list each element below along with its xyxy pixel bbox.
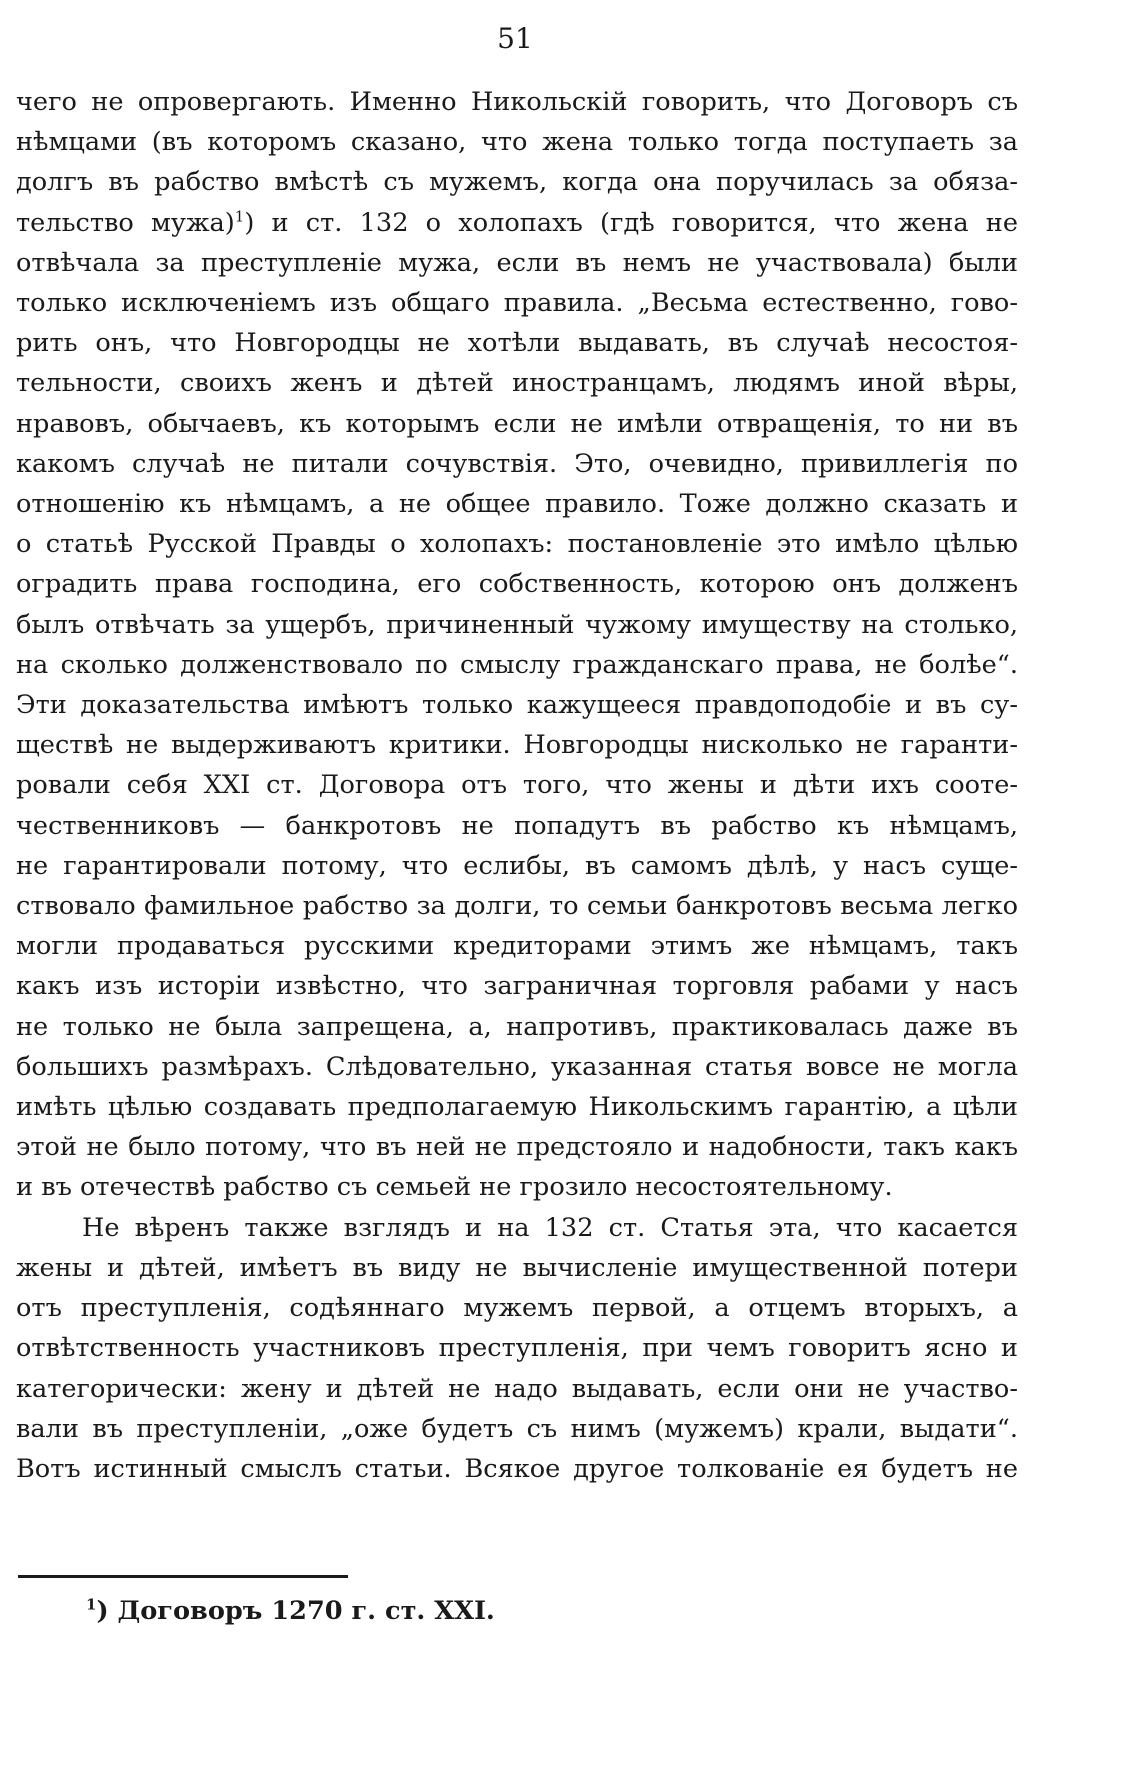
text-line: чественниковъ — банкротовъ не попадутъ въ рабство къ нѣмцамъ, <box>16 810 1018 841</box>
footnote-text: ) Договоръ 1270 г. ст. XXI. <box>96 1596 495 1626</box>
text-line: только исключеніемъ изъ общаго правила. „Весьма естественно, гово- <box>16 288 1018 319</box>
text-line: былъ отвѣчать за ущербъ, причиненный чужому имуществу на столько, <box>16 609 1018 640</box>
text-line: ровали себя XXI ст. Договора отъ того, что жены и дѣти ихъ сооте- <box>16 770 1018 801</box>
footnote-marker: 1 <box>86 1595 97 1614</box>
text-line-part: и ст. 132 о холопахъ (гдѣ говорится, что жена не <box>271 207 1019 238</box>
text-line: какъ изъ исторіи извѣстно, что заграничная торговля рабами у насъ <box>16 971 1018 1002</box>
text-line: Не вѣренъ также взглядъ и на 132 ст. Статья эта, что касается <box>82 1212 1018 1243</box>
text-line: отношенію къ нѣмцамъ, а не общее правило. Тоже должно сказать и <box>16 489 1018 520</box>
text-line: нравовъ, обычаевъ, къ которымъ если не имѣли отвращенія, то ни въ <box>16 408 1018 439</box>
text-line: о статьѣ Русской Правды о холопахъ: постановленіе это имѣло цѣлью <box>16 529 1018 560</box>
text-line: рить онъ, что Новгородцы не хотѣли выдавать, въ случаѣ несостоя- <box>16 328 1018 359</box>
text-line: Эти доказательства имѣютъ только кажущееся правдоподобіе и въ су- <box>16 690 1018 721</box>
text-line-with-footnote: тельство мужа)$^1$) и ст. 132 о холопахъ (гдѣ говорится, что жена не <box>16 207 1019 238</box>
text-line: Вотъ истинный смыслъ статьи. Всякое другое толкованіе ея будетъ не <box>16 1453 1018 1484</box>
body-text <box>16 82 1018 1489</box>
text-line: какомъ случаѣ не питали сочувствія. Это, очевидно, привиллегія по <box>16 448 1018 479</box>
text-line: не гарантировали потому, что еслибы, въ самомъ дѣлѣ, у насъ суще- <box>16 850 1018 881</box>
text-line: чего не опровергають. Именно Никольскій говорить, что Договоръ съ <box>16 87 1018 117</box>
text-line: и въ отечествѣ рабство съ семьей не грозило несостоятельному. <box>16 1172 893 1203</box>
text-line: тельности, своихъ женъ и дѣтей иностранцамъ, людямъ иной вѣры, <box>16 368 1018 399</box>
page-number: 51 <box>497 22 533 55</box>
text-line: могли продаваться русскими кредиторами этимъ же нѣмцамъ, такъ <box>16 931 1018 962</box>
text-line: отвѣтственность участниковъ преступленія, при чемъ говоритъ ясно и <box>16 1333 1018 1364</box>
text-line: жены и дѣтей, имѣетъ въ виду не вычисленіе имущественной потери <box>16 1252 1018 1283</box>
text-line: этой не было потому, что въ ней не предстояло и надобности, такъ какъ <box>16 1132 1018 1163</box>
text-line: оградить права господина, его собственность, которою онъ долженъ <box>16 569 1018 600</box>
footnote-divider <box>18 1575 348 1578</box>
text-line: большихъ размѣрахъ. Слѣдовательно, указанная статья вовсе не могла <box>16 1051 1018 1082</box>
text-line: категорически: жену и дѣтей не надо выдавать, если они не участво- <box>16 1373 1018 1404</box>
footnote-reference: 1 <box>234 207 245 226</box>
text-line: на сколько долженствовало по смыслу гражданскаго права, не болѣе“. <box>16 649 1018 680</box>
text-line: долгъ въ рабство вмѣстѣ съ мужемъ, когда она поручилась за обяза- <box>16 167 1018 198</box>
text-line: вали въ преступленіи, „оже будетъ съ нимъ (мужемъ) крали, выдати“. <box>16 1413 1018 1444</box>
text-line: ществѣ не выдерживаютъ критики. Новгородцы нисколько не гаранти- <box>16 730 1018 761</box>
text-line: не только не была запрещена, а, напротивъ, практиковалась даже въ <box>16 1011 1018 1042</box>
text-line: имѣть цѣлью создавать предполагаемую Никольскимъ гарантію, а цѣли <box>16 1092 1018 1123</box>
text-line: нѣмцами (въ которомъ сказано, что жена только тогда поступаеть за <box>16 127 1018 158</box>
text-line: ствовало фамильное рабство за долги, то семьи банкротовъ весьма легко <box>16 891 1018 922</box>
footnote <box>86 1594 495 1628</box>
text-line-part: тельство мужа) <box>16 207 235 238</box>
text-line: отвѣчала за преступленіе мужа, если въ немъ не участвовала) были <box>16 247 1018 278</box>
text-line: отъ преступленія, содѣяннаго мужемъ первой, а отцемъ вторыхъ, а <box>16 1293 1018 1324</box>
